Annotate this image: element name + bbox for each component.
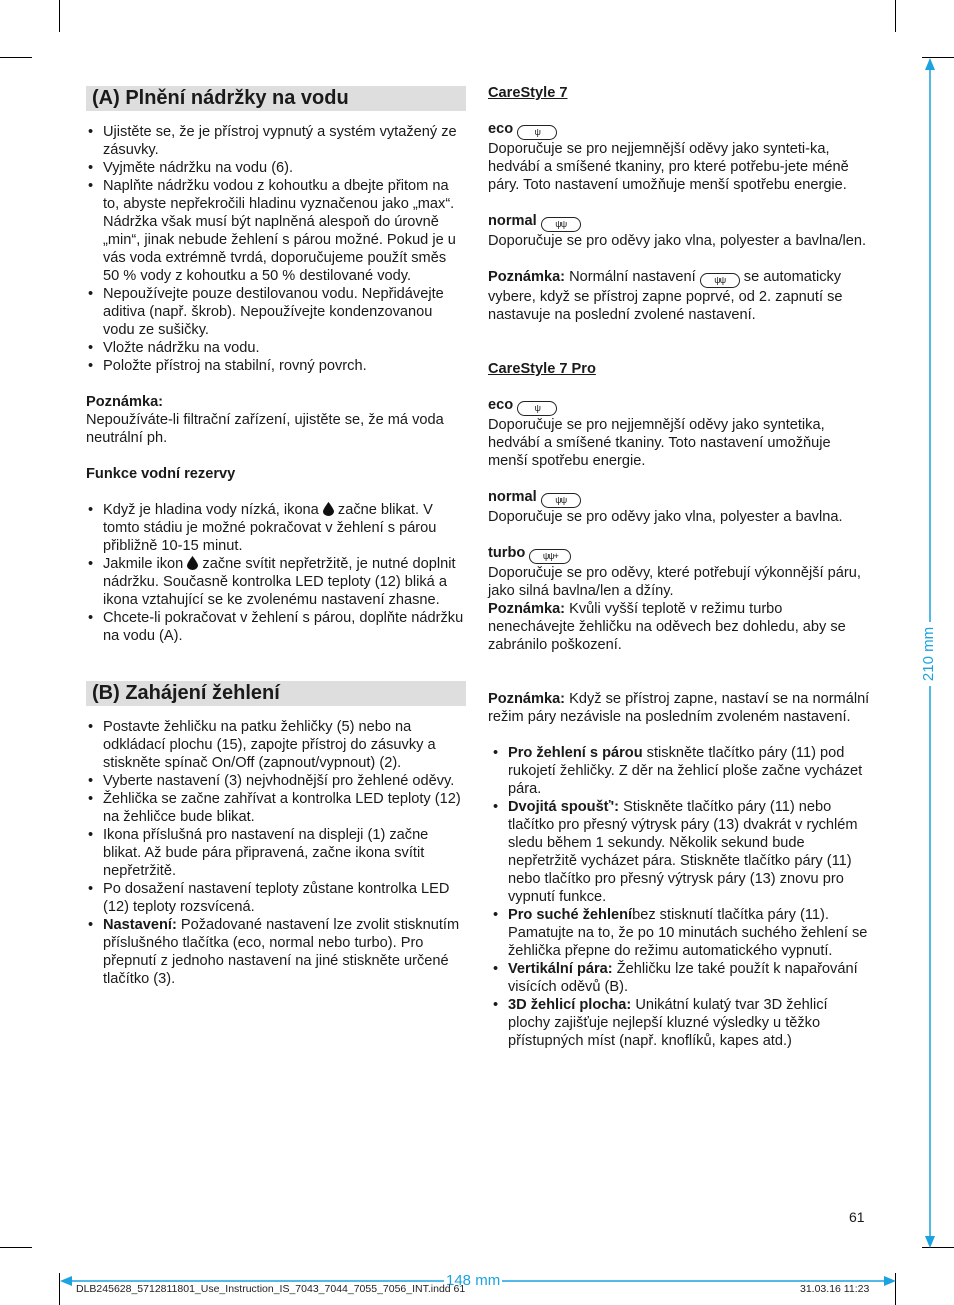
eco-label: eco xyxy=(488,397,514,413)
list-item: • Ujistěte se, že je přístroj vypnutý a systém vytažený ze zásuvky. xyxy=(86,123,466,159)
list-item: • Po dosažení nastavení teploty zůstane kontrolka LED (12) teploty rozsvícená. xyxy=(86,880,466,916)
section-b-heading: (B) Zahájení žehlení xyxy=(86,681,466,706)
left-column xyxy=(86,86,466,988)
reserve-title: Funkce vodní rezervy xyxy=(86,466,236,482)
carestyle7-title: CareStyle 7 xyxy=(488,85,568,101)
list-item: • Když je hladina vody nízká, ikona začne blikat. V tomto stádiu je možné pokračovat v žehlení s párou přibližně 10-15 minut. xyxy=(86,501,466,555)
list-item: • Dvojitá spoušť': Stiskněte tlačítko páry (11) nebo tlačítko pro přesný výtrysk páry (13) dvakrát v rychlém sledu během 1 sekundy. Několik sekund bude nepřetržitě vycházet pára. Stiskněte tlačítko páry (11) nebo tlačítko pro přesný výtrysk páry (13) znovu pro vypnutí funkce. xyxy=(491,798,873,906)
list-item: • Položte přístroj na stabilní, rovný povrch. xyxy=(86,357,466,375)
list-item: • Vyjměte nádržku na vodu (6). xyxy=(86,159,466,177)
list-item: • Chcete-li pokračovat v žehlení s párou, doplňte nádržku na vodu (A). xyxy=(86,609,466,645)
horizontal-dimension-label: 148 mm xyxy=(446,1272,501,1289)
turbo-note: Poznámka: Kvůli vyšší teplotě v režimu turbo nenechávejte žehličku na oděvech bez dohledu, aby se zabránilo poškození. xyxy=(488,601,846,653)
normal-text: Doporučuje se pro oděvy jako vlna, polyester a bavlna/len. xyxy=(488,233,867,249)
section-a-list xyxy=(86,123,466,375)
steam-1-icon: ψ xyxy=(517,125,557,140)
reserve-list xyxy=(86,501,466,645)
vertical-dimension-label: 210 mm xyxy=(920,622,938,686)
list-item: • Vložte nádržku na vodu. xyxy=(86,339,466,357)
crop-mark xyxy=(59,0,60,32)
crop-mark xyxy=(895,0,896,32)
water-drop-icon xyxy=(323,502,334,516)
turbo-label: turbo xyxy=(488,545,526,561)
list-item: • Vyberte nastavení (3) nejvhodnější pro žehlené oděvy. xyxy=(86,772,466,790)
list-item: • Nastavení: Požadované nastavení lze zvolit stisknutím příslušného tlačítka (eco, normal nebo turbo). Pro přepnutí z jednoho nastavení na jiné stiskněte určené tlačítko (3). xyxy=(86,916,466,988)
normal-label: normal xyxy=(488,213,537,229)
list-item: • Ikona příslušná pro nastavení na displeji (1) začne blikat. Až bude pára připravená, začne ikona svítit nepřetržitě. xyxy=(86,826,466,880)
list-item: • Pro suché žehleníbez stisknutí tlačítka páry (11). Pamatujte na to, že po 10 minutách suchého žehlení se žehlička přepne do režimu automatického vypnutí. xyxy=(491,906,873,960)
list-item: • Postavte žehličku na patku žehličky (5) nebo na odkládací plochu (15), zapojte přístroj do zásuvky a stiskněte spínač On/Off (zapnout/vypnout) (2). xyxy=(86,718,466,772)
note-label: Poznámka: xyxy=(86,394,164,410)
crop-mark xyxy=(0,57,32,58)
list-item: • Vertikální pára: Žehličku lze také použít k napařování visících oděvů (B). xyxy=(491,960,873,996)
steam-2-plus-icon: ψψ+ xyxy=(529,549,571,564)
list-item: • Pro žehlení s párou stiskněte tlačítko páry (11) pod rukojetí žehličky. Z děr na žehlicí ploše začne vycházet pára. xyxy=(491,744,873,798)
cs7-note: Poznámka: Normální nastavení ψψ se automaticky vybere, když se přístroj zapne poprvé, od 2. zapnutí se nastavuje na poslední zvolené nastavení. xyxy=(488,269,843,323)
carestyle7pro-title: CareStyle 7 Pro xyxy=(488,361,596,377)
section-b-list xyxy=(86,718,466,988)
steam-2-icon: ψψ xyxy=(541,493,581,508)
startup-note: Poznámka: Když se přístroj zapne, nastaví se na normální režim páry nezávisle na posledním zvoleném nastavení. xyxy=(488,691,870,725)
steam-2-icon: ψψ xyxy=(700,273,740,288)
eco-text: Doporučuje se pro nejjemnější oděvy jako syntetika, hedvábí a smíšené tkaniny. Toto nastavení umožňuje menší spotřebu energie. xyxy=(488,417,831,469)
eco-text: Doporučuje se pro nejjemnější oděvy jako synteti-ka, hedvábí a smíšené tkaniny, pro které potřebu-jete méně páry. Toto nastavení umožňuje menší spotřebu energie. xyxy=(488,141,849,193)
eco-label: eco xyxy=(488,121,514,137)
list-item: • Žehlička se začne zahřívat a kontrolka LED teploty (12) na žehličce bude blikat. xyxy=(86,790,466,826)
normal-text: Doporučuje se pro oděvy jako vlna, polyester a bavlna. xyxy=(488,509,843,525)
steam-1-icon: ψ xyxy=(517,401,557,416)
normal-label: normal xyxy=(488,489,537,505)
footer-filename: DLB245628_5712811801_Use_Instruction_IS_7043_7044_7055_7056_INT.indd 61 xyxy=(76,1283,466,1295)
page-number: 61 xyxy=(849,1209,865,1225)
steam-functions-list xyxy=(488,744,873,1050)
list-item: • 3D žehlicí plocha: Unikátní kulatý tvar 3D žehlicí plochy zajišťuje nejlepší kluzné výsledky u těžko přístupných míst (např. knoflíků, kapes atd.) xyxy=(491,996,873,1050)
crop-mark xyxy=(0,1247,32,1248)
list-item: • Naplňte nádržku vodou z kohoutku a dbejte přitom na to, abyste nepřekročili hladinu vyznačenou jako „max“. Nádržka však musí být naplněná alespoň do úrovně „min“, jinak nebude žehlení s párou možné. Pokud je u vás voda extrémně tvrdá, doporučujeme použít směs 50 % vody z kohoutku a 50 % destilované vody. xyxy=(86,177,466,285)
right-column xyxy=(488,84,873,1050)
water-drop-icon xyxy=(187,556,198,570)
note-text: Nepoužíváte-li filtrační zařízení, ujistěte se, že má voda neutrální ph. xyxy=(86,412,444,446)
section-a-heading: (A) Plnění nádržky na vodu xyxy=(86,86,466,111)
footer-date: 31.03.16 11:23 xyxy=(800,1283,870,1295)
list-item: • Jakmile ikon začne svítit nepřetržitě, je nutné doplnit nádržku. Současně kontrolka LED teploty (12) bliká a ikona vztahující se ke zvolenému nastavení zhasne. xyxy=(86,555,466,609)
steam-2-icon: ψψ xyxy=(541,217,581,232)
list-item: • Nepoužívejte pouze destilovanou vodu. Nepřidávejte aditiva (např. škrob). Nepoužívejte kondenzovanou vodu ze sušičky. xyxy=(86,285,466,339)
turbo-text: Doporučuje se pro oděvy, které potřebují výkonnější páru, jako silná bavlna/len a džíny. xyxy=(488,565,861,599)
